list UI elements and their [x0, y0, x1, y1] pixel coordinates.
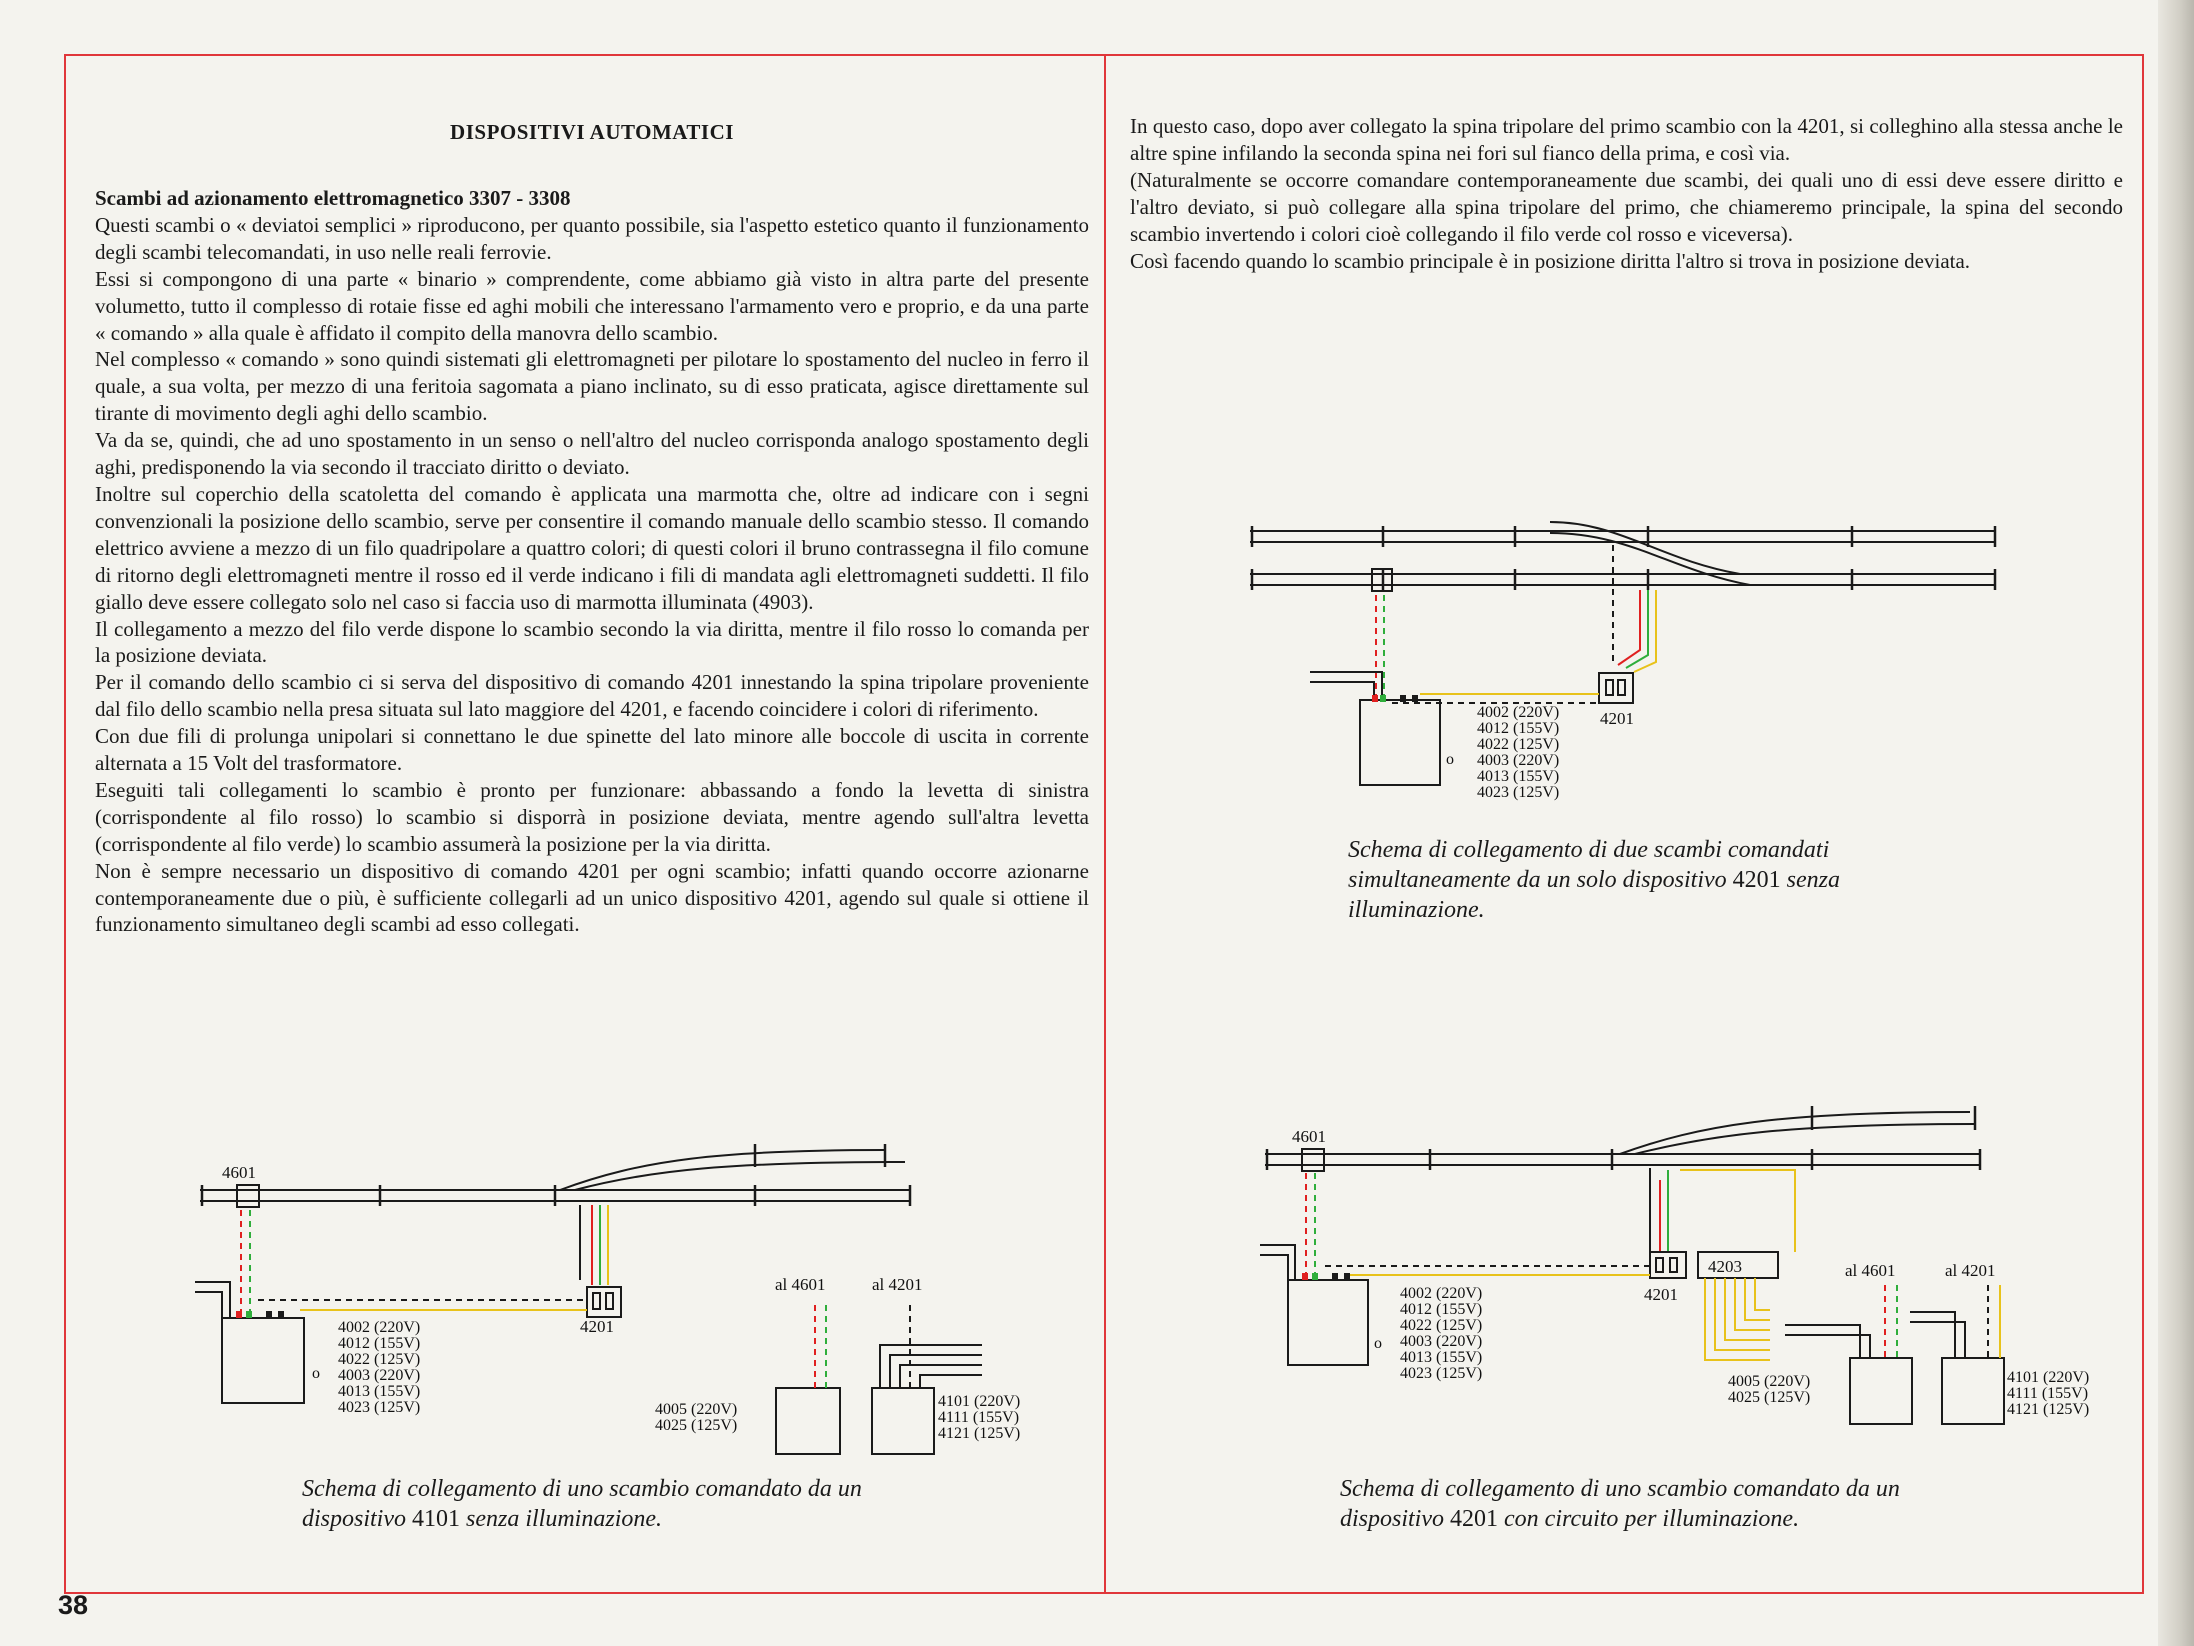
label-to-4601: al 4601 [1845, 1261, 1896, 1280]
socket-marker: o [312, 1365, 320, 1382]
paragraph: Nel complesso « comando » sono quindi sistemati gli elettromagneti per pilotare lo spostamento del nucleo in ferro il quale, a sua volta, per mezzo di una feritoia sagomata a piano inclinato, su di esso praticata, agisce direttamente sul tirante di movimento degli aghi dello scambio. [95, 347, 1089, 426]
label-4201: 4201 [1600, 709, 1634, 728]
paragraph: Eseguiti tali collegamenti lo scambio è pronto per funzionare: abbassando a fondo la levetta di sinistra (corrispondente al filo rosso) lo scambio si disporrà in posizione deviata, mentre agendo sull'altra levetta (corrispondente al filo verde) lo scambio assumerà la posizione per la via diritta. [95, 777, 1089, 856]
caption-text: Schema di collegamento di uno scambio comandato da un dispositivo [1340, 1476, 1900, 1532]
paragraph: Questi scambi o « deviatoi semplici » riproducono, per quanto possibile, sia l'aspetto estetico quanto il funzionamento degli scambi telecomandati, in uso nelle reali ferrovie. [95, 212, 1089, 264]
transformer-list-item: 4013 (155V) [338, 1383, 421, 1400]
transformer-list-item: 4025 (125V) [1728, 1389, 1811, 1406]
section-subheading: Scambi ad azionamento elettromagnetico 3307 - 3308 [95, 186, 571, 210]
label-to-4201: al 4201 [1945, 1261, 1996, 1280]
transformer-list-item: 4002 (220V) [338, 1319, 421, 1336]
diagram-labels [222, 704, 2089, 1442]
paragraph: Il collegamento a mezzo del filo verde dispone lo scambio secondo la via diritta, mentre il filo rosso lo comanda per la posizione deviata. [95, 616, 1089, 668]
label-4201: 4201 [580, 1317, 614, 1336]
label-4601: 4601 [222, 1163, 256, 1182]
transformer-list-item: 4003 (220V) [338, 1367, 421, 1384]
caption-text: con circuito per illuminazione. [1498, 1506, 1800, 1532]
caption-bottom-right [1340, 1474, 1915, 1534]
transformer-list-item: 4022 (125V) [338, 1351, 421, 1368]
transformer-list-item: 4013 (155V) [1477, 768, 1560, 785]
label-4601: 4601 [1292, 1127, 1326, 1146]
label-4203: 4203 [1708, 1257, 1742, 1276]
page-heading: DISPOSITIVI AUTOMATICI [450, 120, 734, 144]
transformer-list-item: 4025 (125V) [655, 1417, 738, 1434]
paragraph: Così facendo quando lo scambio principale è in posizione diritta l'altro si trova in posizione deviata. [1130, 248, 1971, 273]
paragraph: Inoltre sul coperchio della scatoletta del comando è applicata una marmotta che, oltre ad indicare con i segni convenzionali la posizione dello scambio, serve per consentire il comando manuale dello scambio stesso. Il comando elettrico avviene a mezzo di un filo quadripolare a quattro colori; di questi colori il bruno contrassegna il filo comune di ritorno degli elettromagneti mentre il rosso ed il verde indicano i fili di mandata agli elettromagneti suddetti. Il filo giallo deve essere collegato solo nel caso si faccia uso di marmotta illuminata (4903). [95, 481, 1089, 614]
transformer-list-item: 4121 (125V) [938, 1425, 1021, 1442]
transformer-list-item: 4012 (155V) [338, 1335, 421, 1352]
paragraph: Con due fili di prolunga unipolari si connettano le due spinette del lato minore alle boccole di uscita in corrente alternata a 15 Volt del trasformatore. [95, 724, 1089, 776]
transformer-list-item: 4002 (220V) [1400, 1285, 1483, 1302]
caption-top-right [1348, 835, 1918, 925]
transformer-list-item: 4013 (155V) [1400, 1349, 1483, 1366]
transformer-list-item: 4022 (125V) [1400, 1317, 1483, 1334]
paragraph: Non è sempre necessario un dispositivo di comando 4201 per ogni scambio; infatti quando occorre azionarne contemporaneamente due o più, è sufficiente collegarli ad un unico dispositivo 4201, agendo sul quale si ottiene il funzionamento simultaneo degli scambi ad esso collegati. [95, 858, 1089, 937]
label-to-4201: al 4201 [872, 1275, 923, 1294]
transformer-list-item: 4005 (220V) [655, 1401, 738, 1418]
transformer-list-item: 4101 (220V) [938, 1393, 1021, 1410]
transformer-list-item: 4101 (220V) [2007, 1369, 2090, 1386]
caption-text: Schema di collegamento di due scambi comandati simultaneamente da un solo dispositivo [1348, 837, 1830, 893]
transformer-list-item: 4111 (155V) [2007, 1385, 2089, 1402]
caption-number: 4201 [1450, 1506, 1499, 1532]
diagram-two-switches [1250, 522, 1995, 785]
caption-number: 4101 [412, 1506, 461, 1532]
caption-number: 4201 [1732, 867, 1781, 893]
caption-bottom-left [302, 1474, 872, 1534]
transformer-list-item: 4002 (220V) [1477, 704, 1560, 721]
paragraph: Per il comando dello scambio ci si serva del dispositivo di comando 4201 innestando la spina tripolare proveniente dal filo dello scambio nella presa situata sul lato maggiore del 4201, e facendo coincidere i colori di riferimento. [95, 670, 1089, 722]
diagram-switch-4101 [195, 1144, 982, 1454]
caption-text: senza illuminazione. [460, 1506, 663, 1532]
transformer-list-item: 4012 (155V) [1400, 1301, 1483, 1318]
paragraph: Essi si compongono di una parte « binario » comprendente, come abbiamo già visto in altra parte del presente volumetto, tutto il complesso di rotaie fisse ed aghi mobili che interessano l'armamento vero e proprio, e da una parte « comando » alla quale è affidato il compito della manovra dello scambio. [95, 266, 1089, 345]
transformer-list-item: 4023 (125V) [1400, 1365, 1483, 1382]
socket-marker: o [1374, 1335, 1382, 1352]
label-4201: 4201 [1644, 1285, 1678, 1304]
caption-text: senza illuminazione. [1348, 867, 1840, 923]
transformer-list-item: 4022 (125V) [1477, 736, 1560, 753]
page-number: 38 [58, 1590, 89, 1620]
transformer-list-item: 4111 (155V) [938, 1409, 1020, 1426]
transformer-list-item: 4003 (220V) [1477, 752, 1560, 769]
transformer-list-item: 4023 (125V) [1477, 784, 1560, 801]
label-to-4601: al 4601 [775, 1275, 826, 1294]
transformer-list-item: 4012 (155V) [1477, 720, 1560, 737]
transformer-list-item: 4121 (125V) [2007, 1401, 2090, 1418]
transformer-list-item: 4023 (125V) [338, 1399, 421, 1416]
transformer-list-item: 4005 (220V) [1728, 1373, 1811, 1390]
paragraph: Va da se, quindi, che ad uno spostamento in un senso o nell'altro del nucleo corrisponda analogo spostamento degli aghi, predisponendo la via secondo il tracciato diritto o deviato. [95, 428, 1089, 480]
transformer-list-item: 4003 (220V) [1400, 1333, 1483, 1350]
paragraph: In questo caso, dopo aver collegato la spina tripolare del primo scambio con la 4201, si colleghino alla stessa anche le altre spine infilando la seconda spina nei fori sul fianco della prima, e così via. [1130, 114, 2123, 165]
socket-marker: o [1446, 751, 1454, 768]
caption-text: Schema di collegamento di uno scambio comandato da un dispositivo [302, 1476, 862, 1532]
paragraph: (Naturalmente se occorre comandare contemporaneamente due scambi, dei quali uno di essi deve essere diritto e l'altro deviato, si può collegare alla spina tripolare del primo, che chiameremo principale, la spina del secondo scambio invertendo i colori cioè collegando il filo verde col rosso e viceversa). [1130, 167, 2123, 246]
